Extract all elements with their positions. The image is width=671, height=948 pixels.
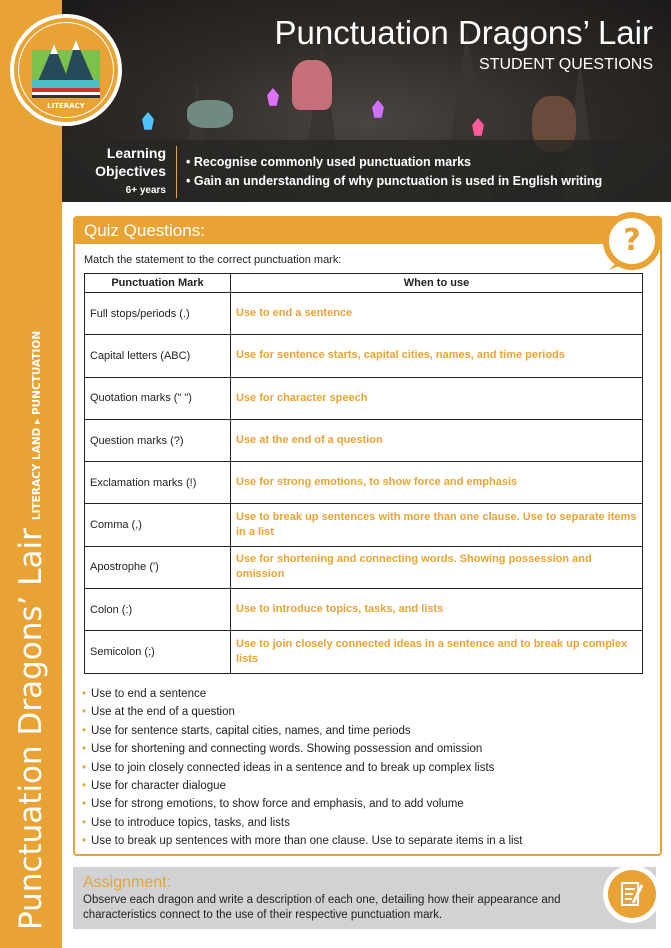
literacy-logo: LITERACY: [10, 14, 122, 126]
answer-option: • Use at the end of a question: [82, 703, 523, 721]
punctuation-mark: Exclamation marks (!): [85, 462, 231, 504]
sidebar-title: Punctuation Dragons’ Lair: [13, 528, 49, 930]
page-subtitle: STUDENT QUESTIONS: [479, 56, 653, 73]
punctuation-mark: Quotation marks (" "): [85, 377, 231, 419]
when-to-use: Use for shortening and connecting words. Showing possession and omission: [231, 546, 643, 588]
answer-option: • Use for shortening and connecting words. Showing possession and omission: [82, 740, 523, 758]
assignment-text: Observe each dragon and write a description of each one, detailing how their appearance and characteristics connect to the use of their respective punctuation mark.: [83, 894, 561, 921]
punctuation-mark: Question marks (?): [85, 419, 231, 461]
column-header: When to use: [231, 274, 643, 293]
punctuation-mark: Semicolon (;): [85, 631, 231, 673]
punctuation-mark: Colon (:): [85, 589, 231, 631]
breadcrumb: [29, 331, 48, 520]
worksheet-pencil-icon: [603, 865, 661, 923]
sidebar: [0, 0, 62, 948]
punctuation-table: [84, 273, 643, 674]
answer-option: • Use to introduce topics, tasks, and lists: [82, 814, 523, 832]
question-mark-icon: ?: [603, 212, 661, 270]
answer-option: • Use to break up sentences with more than one clause. Use to separate items in a list: [82, 832, 523, 850]
when-to-use: Use to introduce topics, tasks, and lists: [231, 589, 643, 631]
table-row: [85, 293, 643, 335]
when-to-use: Use to join closely connected ideas in a sentence and to break up complex lists: [231, 631, 643, 673]
answer-option: • Use for character dialogue: [82, 777, 523, 795]
divider: [176, 146, 177, 198]
learning-objectives-label: Learning Objectives 6+ years: [82, 144, 166, 200]
when-to-use: Use to end a sentence: [231, 293, 643, 335]
punctuation-mark: Apostrophe ('): [85, 546, 231, 588]
answer-option: • Use to join closely connected ideas in a sentence and to break up complex lists: [82, 759, 523, 777]
when-to-use: Use at the end of a question: [231, 419, 643, 461]
table-row: [85, 504, 643, 546]
when-to-use: Use to break up sentences with more than one clause. Use to separate items in a list: [231, 504, 643, 546]
answer-options-list: [82, 685, 523, 851]
assignment-section: [73, 867, 656, 929]
assignment-title: Assignment:: [83, 874, 172, 891]
quiz-title: Quiz Questions:: [75, 218, 660, 244]
mountain-book-icon: [30, 34, 102, 104]
page-title: Punctuation Dragons’ Lair: [274, 14, 653, 51]
table-row: [85, 546, 643, 588]
table-row: [85, 335, 643, 377]
when-to-use: Use for strong emotions, to show force and emphasis: [231, 462, 643, 504]
objectives-list: [186, 153, 602, 191]
punctuation-mark: Comma (,): [85, 504, 231, 546]
dragon-figure: [292, 60, 332, 110]
punctuation-mark: Full stops/periods (.): [85, 293, 231, 335]
age-range: 6+ years: [125, 185, 166, 196]
table-row: [85, 377, 643, 419]
answer-option: • Use for sentence starts, capital cities, names, and time periods: [82, 722, 523, 740]
objective-item: • Recognise commonly used punctuation marks: [186, 155, 471, 169]
header-banner: [62, 0, 671, 202]
when-to-use: Use for sentence starts, capital cities, names, and time periods: [231, 335, 643, 377]
table-row: [85, 631, 643, 673]
breadcrumb-item: LITERACY LAND: [31, 427, 43, 521]
table-row: [85, 419, 643, 461]
table-row: [85, 589, 643, 631]
table-row: [85, 462, 643, 504]
answer-option: • Use for strong emotions, to show force and emphasis, and to add volume: [82, 795, 523, 813]
triangle-right-icon: ▸: [31, 418, 43, 424]
column-header: Punctuation Mark: [85, 274, 231, 293]
answer-option: • Use to end a sentence: [82, 685, 523, 703]
breadcrumb-item: PUNCTUATION: [31, 330, 43, 416]
punctuation-mark: Capital letters (ABC): [85, 335, 231, 377]
vertical-title: [14, 331, 48, 930]
when-to-use: Use for character speech: [231, 377, 643, 419]
quiz-instruction: Match the statement to the correct punctuation mark:: [84, 254, 342, 266]
objective-item: • Gain an understanding of why punctuation is used in English writing: [186, 174, 603, 188]
dragon-figure: [187, 100, 233, 128]
